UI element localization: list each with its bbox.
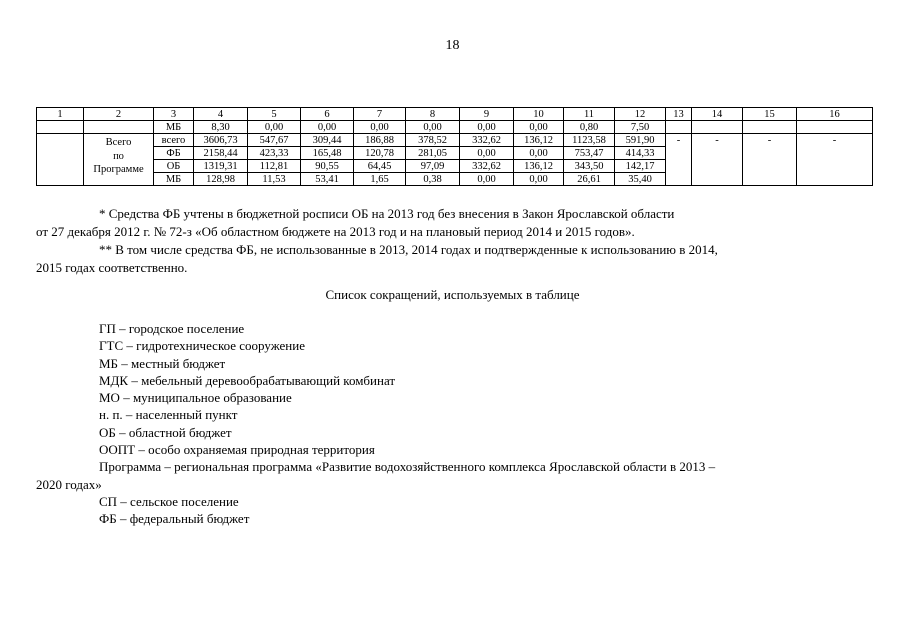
column-number: 3 (154, 108, 194, 121)
abbreviation-text: н. п. – населенный пункт (99, 407, 238, 423)
table-header-row (37, 108, 873, 121)
table-cell: 2158,44 (194, 147, 248, 160)
table-cell: 309,44 (301, 134, 354, 147)
list-item (63, 493, 844, 510)
column-number: 8 (406, 108, 460, 121)
abbreviation-text: Программа – региональная программа «Развитие водохозяйственного комплекса Ярославской области в 2013 – (99, 459, 716, 475)
total-label (84, 134, 154, 186)
table-cell: 90,55 (301, 160, 354, 173)
dash-cell: - (692, 134, 743, 186)
table-cell: 11,53 (248, 173, 301, 186)
column-number: 10 (514, 108, 564, 121)
table-cell: 753,47 (564, 147, 615, 160)
abbreviation-text: ГТС – гидротехническое сооружение (99, 338, 305, 354)
table-cell: 332,62 (460, 160, 514, 173)
table-cell: 0,00 (514, 173, 564, 186)
list-item (63, 389, 844, 406)
table-cell: 0,00 (460, 147, 514, 160)
list-item (63, 441, 844, 458)
column-number: 14 (692, 108, 743, 121)
abbreviation-text: СП – сельское поселение (99, 493, 239, 509)
table-cell: 0,38 (406, 173, 460, 186)
table-cell: 165,48 (301, 147, 354, 160)
table-cell: 343,50 (564, 160, 615, 173)
abbreviations-title: Список сокращений, используемых в таблице (325, 287, 580, 302)
abbreviation-text: ГП – городское поселение (99, 321, 245, 336)
table-cell: 591,90 (615, 134, 666, 147)
abbreviation-text: МДК – мебельный деревообрабатывающий комбинат (99, 372, 396, 388)
column-number: 2 (84, 108, 154, 121)
table-cell: 8,30 (194, 121, 248, 134)
empty-cell (84, 121, 154, 134)
column-number: 5 (248, 108, 301, 121)
empty-cell (692, 121, 743, 134)
column-number: 16 (797, 108, 873, 121)
table-cell: 128,98 (194, 173, 248, 186)
table-cell: 35,40 (615, 173, 666, 186)
table-cell: 0,00 (301, 121, 354, 134)
budget-table-body (37, 108, 873, 186)
table-cell: 547,67 (248, 134, 301, 147)
column-number: 13 (666, 108, 692, 121)
abbreviations-list (36, 320, 844, 528)
funding-source: всего (154, 134, 194, 147)
table-cell: 97,09 (406, 160, 460, 173)
dash-cell: - (797, 134, 873, 186)
table-row (37, 134, 873, 147)
table-cell: 186,88 (354, 134, 406, 147)
table-cell: 0,00 (406, 121, 460, 134)
table-cell: 26,61 (564, 173, 615, 186)
total-label-line: Программе (93, 164, 144, 175)
footnote-2: ** В том числе средства ФБ, не использованные в 2013, 2014 годах и подтвержденные к использованию в 2014, (99, 242, 718, 257)
table-cell: 1123,58 (564, 134, 615, 147)
abbreviation-text-cont: 2020 годах» (36, 476, 102, 492)
abbreviation-text: МО – муниципальное образование (99, 390, 292, 406)
abbreviation-text: ФБ – федеральный бюджет (99, 511, 250, 527)
footnotes (36, 205, 844, 277)
abbreviation-text: ОБ – областной бюджет (99, 424, 232, 440)
empty-cell (37, 134, 84, 186)
column-number: 4 (194, 108, 248, 121)
total-label-line: по (113, 150, 124, 162)
empty-cell (37, 121, 84, 134)
column-number: 9 (460, 108, 514, 121)
column-number: 7 (354, 108, 406, 121)
list-item (63, 355, 844, 372)
funding-source: ОБ (154, 160, 194, 173)
column-number: 11 (564, 108, 615, 121)
table-cell: 64,45 (354, 160, 406, 173)
table-cell: 7,50 (615, 121, 666, 134)
table-cell: 3606,73 (194, 134, 248, 147)
page-number: 18 (445, 38, 460, 53)
column-number: 1 (37, 108, 84, 121)
table-cell: 0,00 (460, 173, 514, 186)
total-label-line: Всего (105, 137, 132, 148)
footnote-1-cont: от 27 декабря 2012 г. № 72-з «Об областном бюджете на 2013 год и на плановый период 2014 и 2015 годов». (36, 224, 635, 239)
table-cell: 0,00 (514, 121, 564, 134)
table-cell: 136,12 (514, 160, 564, 173)
funding-source: МБ (154, 173, 194, 186)
table-cell: 0,80 (564, 121, 615, 134)
abbreviation-text: ООПТ – особо охраняемая природная территория (99, 442, 375, 458)
list-item (63, 406, 844, 423)
list-item (63, 320, 844, 337)
list-item (63, 510, 844, 527)
table-cell: 414,33 (615, 147, 666, 160)
table-cell: 423,33 (248, 147, 301, 160)
table-cell: 0,00 (514, 147, 564, 160)
table-cell: 136,12 (514, 134, 564, 147)
dash-cell: - (666, 134, 692, 186)
dash-cell: - (743, 134, 797, 186)
table-cell: 142,17 (615, 160, 666, 173)
table-cell: 281,05 (406, 147, 460, 160)
table-cell: 1,65 (354, 173, 406, 186)
empty-cell (797, 121, 873, 134)
budget-table (36, 107, 873, 186)
table-cell: 0,00 (354, 121, 406, 134)
empty-cell (666, 121, 692, 134)
table-cell: 0,00 (460, 121, 514, 134)
list-item (63, 372, 844, 389)
abbreviation-text: МБ – местный бюджет (99, 355, 226, 371)
table-cell: 120,78 (354, 147, 406, 160)
funding-source: МБ (154, 121, 194, 134)
list-item (63, 337, 844, 354)
table-cell: 0,00 (248, 121, 301, 134)
column-number: 6 (301, 108, 354, 121)
footnote-1: * Средства ФБ учтены в бюджетной росписи ОБ на 2013 год без внесения в Закон Ярославской области (99, 206, 675, 221)
list-item (63, 424, 844, 441)
list-item (36, 458, 844, 493)
column-number: 12 (615, 108, 666, 121)
empty-cell (743, 121, 797, 134)
footnote-2-cont: 2015 годах соответственно. (36, 260, 188, 275)
table-cell: 1319,31 (194, 160, 248, 173)
table-cell: 378,52 (406, 134, 460, 147)
funding-source: ФБ (154, 147, 194, 160)
table-cell: 332,62 (460, 134, 514, 147)
table-cell: 112,81 (248, 160, 301, 173)
table-cell: 53,41 (301, 173, 354, 186)
column-number: 15 (743, 108, 797, 121)
table-row (37, 121, 873, 134)
